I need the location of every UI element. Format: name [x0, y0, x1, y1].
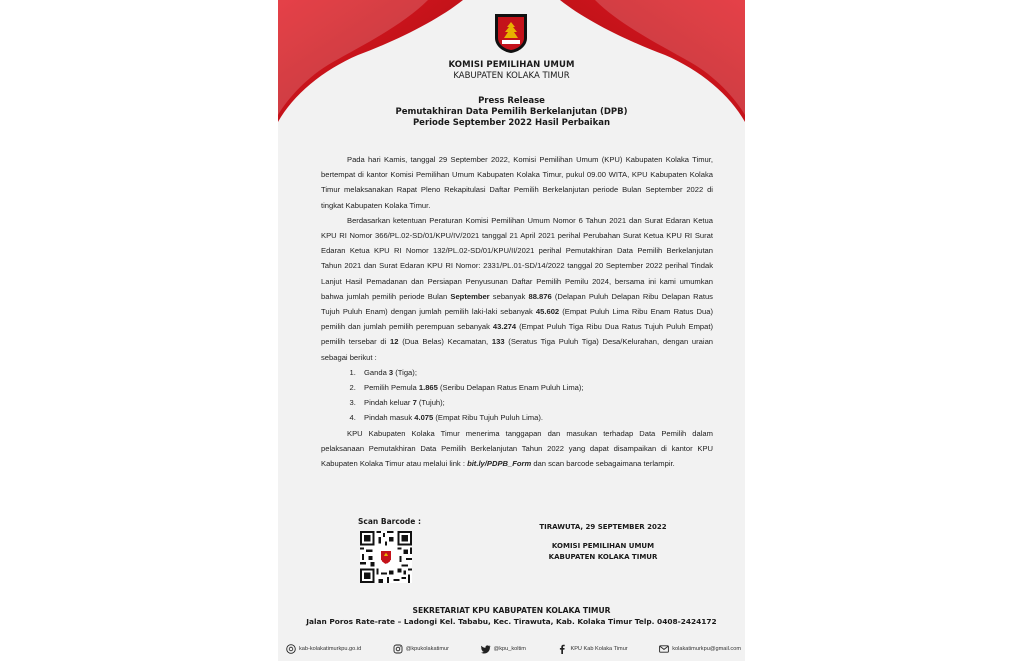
text-span: (Seratus Tiga Puluh Tiga) Desa/Kelurahan, dengan uraian sebagai berikut :: [321, 337, 714, 362]
social-web[interactable]: [286, 644, 361, 654]
twitter-label: @kpu_koltim: [493, 646, 526, 652]
text-span: (Empat Puluh Tiga Ribu Dua Ratus Tujuh Puluh Empat) pemilih tersebar di: [321, 322, 713, 347]
details-list: [321, 365, 713, 426]
twitter-icon: [481, 644, 491, 654]
social-email[interactable]: [659, 644, 741, 654]
signature-date: TIRAWUTA, 29 SEPTEMBER 2022: [539, 523, 667, 531]
scan-barcode-label: Scan Barcode :: [358, 517, 421, 526]
secretariat-address: Jalan Poros Rate-rate – Ladongi Kel. Tababu, Kec. Tirawuta, Kab. Kolaka Timur Telp. 0408-2424172: [306, 617, 717, 626]
facebook-label: KPU Kab Kolaka Timur: [570, 646, 628, 652]
list-item: [358, 380, 713, 395]
female-voters-value: 43.274: [492, 322, 517, 332]
instagram-label: @kpukolakatimur: [405, 646, 450, 652]
social-facebook[interactable]: [557, 644, 627, 654]
qr-code-icon[interactable]: [360, 531, 412, 583]
instagram-icon: [393, 644, 403, 654]
social-instagram[interactable]: [393, 644, 449, 654]
village-count-value: 133: [491, 337, 505, 347]
web-label: kab-kolakatimurkpu.go.id: [299, 646, 362, 652]
form-link[interactable]: bit.ly/PDPB_Form: [467, 459, 532, 469]
text-span: Berdasarkan ketentuan Peraturan Komisi Pemilihan Umum Nomor 6 Tahun 2021 dan Surat Edaran Ketua KPU RI Nomor 366/PL.02-SD/01/KPU/IV/2021 tanggal 21 April 2021 perihal Perubahan Surat Ketua KPU RI Surat Edaran Ketua KPU RI Nomor 132/PL.02-SD/01/KPU/II/2021 perihal Pemutakhiran Data Pemilih Berkelanjutan Tahun 2021 dan Surat Edaran KPU RI Nomor: 2331/PL.01-SD/14/2022 tanggal 20 September 2022 perihal Tindak Lanjut Hasil Pemadanan dan Persiapan Penyusunan Daftar Pemilih Pemilu 2024, bersama ini kami umumkan bahwa jumlah pemilih periode Bulan: [321, 215, 713, 301]
item-label: Pindah keluar: [364, 398, 413, 408]
org-region: KABUPATEN KOLAKA TIMUR: [453, 71, 570, 81]
doc-subtitle: Pemutakhiran Data Pemilih Berkelanjutan (DPB): [395, 107, 628, 117]
social-twitter[interactable]: [481, 644, 526, 654]
text-span: (Delapan Puluh Delapan Ribu Delapan Ratus Tujuh Puluh Enam) dengan jumlah pemilih laki-laki sebanyak: [321, 291, 713, 317]
paragraph-opening: Pada hari Kamis, tanggal 29 September 2022, Komisi Pemilihan Umum (KPU) Kabupaten Kolaka Timur, bertempat di kantor Komisi Pemilihan Umum Kabupaten Kolaka Timur, pukul 09.00 WITA, KPU Kabupaten Kolaka Timur melaksanakan Rapat Pleno Rekapitulasi Daftar Pemilih Berkelanjutan periode Bulan September 2022 di tingkat Kabupaten Kolaka Timur.: [321, 155, 713, 210]
item-text: (Empat Ribu Tujuh Puluh Lima).: [433, 413, 543, 423]
item-value: 7: [412, 398, 417, 408]
month-value: September: [450, 291, 490, 301]
total-voters-value: 88.876: [528, 291, 552, 301]
district-count-value: 12: [390, 337, 399, 347]
item-value: 3: [388, 367, 394, 377]
facebook-icon: [557, 644, 567, 654]
secretariat-title: SEKRETARIAT KPU KABUPATEN KOLAKA TIMUR: [412, 606, 611, 615]
male-voters-value: 45.602: [535, 307, 560, 317]
text-span: dan scan barcode sebagaimana terlampir.: [531, 459, 675, 469]
item-text: (Tujuh);: [416, 398, 445, 408]
doc-title: Press Release: [478, 96, 545, 106]
text-span: sebanyak: [489, 291, 529, 301]
text-span: KPU Kabupaten Kolaka Timur menerima tanggapan dan masukan terhadap Data Pemilih dalam pelaksanaan Pemutakhiran Data Pemilih Berkelanjutan Tahun 2022 yang dapat disampaikan di kantor KPU Kabupaten Kolaka Timur atau melalui link :: [321, 428, 713, 469]
press-release-page: [278, 0, 745, 661]
signature-org-1: KOMISI PEMILIHAN UMUM: [551, 542, 655, 550]
doc-period: Periode September 2022 Hasil Perbaikan: [412, 118, 611, 128]
item-text: (Seribu Delapan Ratus Enam Puluh Lima);: [437, 383, 584, 393]
list-item: [358, 395, 713, 410]
email-label: kolakatimurkpu@gmail.com: [672, 646, 741, 652]
list-item: [358, 410, 713, 425]
org-name: KOMISI PEMILIHAN UMUM: [448, 60, 575, 70]
item-label: Pindah masuk: [364, 413, 415, 423]
item-value: 1.865: [418, 383, 438, 393]
body-text: [321, 152, 713, 471]
mail-icon: [659, 644, 669, 654]
signature-org-2: KABUPATEN KOLAKA TIMUR: [548, 553, 658, 561]
paragraph-feedback: [321, 426, 713, 472]
item-text: (Tiga);: [393, 367, 417, 377]
globe-icon: [286, 644, 296, 654]
text-span: (Empat Puluh Lima Ribu Enam Ratus Dua) pemilih dan jumlah pemilih perempuan sebanyak: [321, 307, 713, 332]
item-value: 4.075: [414, 413, 434, 423]
paragraph-basis: [321, 213, 713, 365]
social-footer: [286, 642, 741, 656]
text-span: (Dua Belas) Kecamatan,: [398, 337, 492, 347]
list-item: [358, 365, 713, 380]
kpu-logo-icon: [493, 12, 529, 54]
item-label: Pemilih Pemula: [364, 383, 419, 393]
item-label: Ganda: [364, 367, 389, 377]
